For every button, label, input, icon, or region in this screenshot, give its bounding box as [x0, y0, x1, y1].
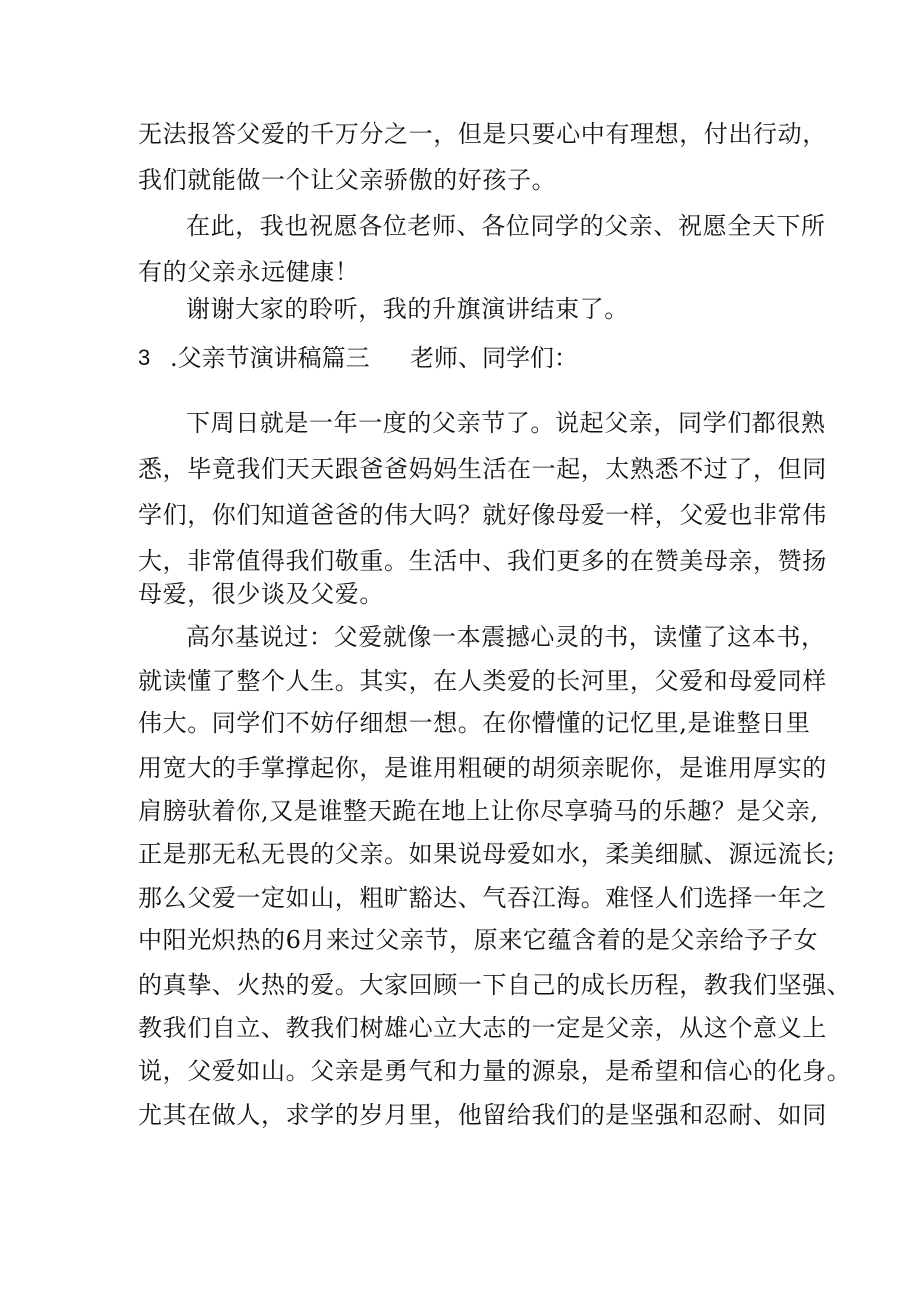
text-line: 那么父爱一定如山，粗旷豁达、气吞江海。难怪人们选择一年之	[138, 884, 827, 912]
text-line: 高尔基说过：父爱就像一本震撼心灵的书，读懂了这本书，	[186, 623, 826, 651]
text-line: 下周日就是一年一度的父亲节了。说起父亲，同学们都很熟	[186, 409, 826, 437]
text-line: 无法报答父爱的千万分之一，但是只要心中有理想，付出行动，	[138, 120, 827, 148]
text-line: 谢谢大家的聆听，我的升旗演讲结束了。	[186, 295, 629, 323]
text-line: 正是那无私无畏的父亲。如果说母爱如水，柔美细腻、源远流长;	[138, 840, 836, 868]
text-line: 肩膀驮着你,又是谁整天跪在地上让你尽享骑马的乐趣？是父亲,	[138, 797, 819, 825]
text-line: 中阳光炽热的6月来过父亲节，原来它蕴含着的是父亲给予子女	[138, 926, 819, 954]
text-line: 大，非常值得我们敬重。生活中、我们更多的在赞美母亲，赞扬	[138, 547, 827, 575]
text-line: 悉，毕竟我们天天跟爸爸妈妈生活在一起，太熟悉不过了，但同	[138, 455, 827, 483]
text-line: 就读懂了整个人生。其实，在人类爱的长河里，父爱和母爱同样	[138, 667, 827, 695]
section-greeting: 老师、同学们：	[410, 344, 578, 372]
text-line: 用宽大的手掌撑起你，是谁用粗硬的胡须亲昵你，是谁用厚实的	[138, 754, 827, 782]
text-line: 有的父亲永远健康！	[138, 258, 360, 286]
text-line: 在此，我也祝愿各位老师、各位同学的父亲、祝愿全天下所	[186, 212, 826, 240]
section-number: 3	[138, 345, 151, 370]
text-line: 伟大。同学们不妨仔细想一想。在你懵懂的记忆里,是谁整日里	[138, 709, 811, 737]
section-title: .父亲节演讲稿篇三	[170, 344, 370, 372]
text-line: 说，父爱如山。父亲是勇气和力量的源泉，是希望和信心的化身。	[138, 1057, 852, 1085]
text-line: 尤其在做人，求学的岁月里，他留给我们的是坚强和忍耐、如同	[138, 1101, 827, 1129]
text-line: 学们，你们知道爸爸的伟大吗？就好像母爱一样，父爱也非常伟	[138, 501, 827, 529]
text-line: 我们就能做一个让父亲骄傲的好孩子。	[138, 166, 557, 194]
text-line: 的真挚、火热的爱。大家回顾一下自己的成长历程，教我们坚强、	[138, 971, 852, 999]
text-line: 母爱，很少谈及父爱。	[138, 580, 384, 608]
text-line: 教我们自立、教我们树雄心立大志的一定是父亲，从这个意义上	[138, 1014, 827, 1042]
